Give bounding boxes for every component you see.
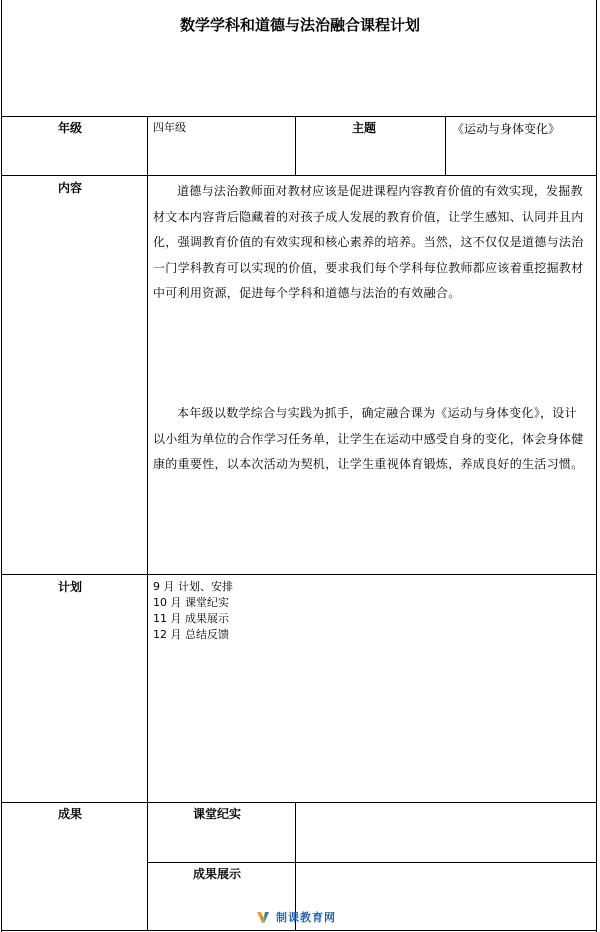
content-paragraph: 本年级以数学综合与实践为抓手，确定融合课为《运动与身体变化》，设计以小组为单位的合作学习任务单，让学生在运动中感受自身的变化，体会身体健康的重要性，以本次活动为契机，让学生重视体育锻炼，养成良好的生活习惯。 (153, 406, 584, 471)
theme-value: 《运动与身体变化》 (452, 122, 561, 136)
theme-label: 主题 (352, 121, 377, 135)
grade-label: 年级 (58, 121, 83, 135)
table-border-right (596, 0, 597, 932)
watermark-logo (256, 909, 356, 925)
theme-column-divider (445, 116, 446, 175)
plan-item: 12 月 总结反馈 (153, 628, 229, 641)
content-label: 内容 (58, 181, 83, 195)
content-paragraph: 道德与法治教师面对教材应该是促进课程内容教育价值的有效实现，发掘教材文本内容背后隐藏着的对孩子成人发展的教育价值，让学生感知、认同并且内化，强调教育价值的有效实现和核心素养的培养。当然，这不仅仅是道德与法治一门学科教育可以实现的价值，要求我们每个学科每位教师都应该着重挖掘教材中可利用资源，促进每个学科和道德与法治的有效融合。 (153, 184, 584, 300)
grade-column-divider (295, 116, 296, 175)
plan-item: 11 月 成果展示 (153, 612, 229, 625)
plan-item: 10 月 课堂纪实 (153, 596, 229, 609)
plan-list (153, 579, 233, 643)
result-item: 课堂纪实 (193, 807, 242, 821)
results-label: 成果 (58, 807, 83, 821)
label-column-divider (147, 116, 148, 931)
logo-icon (256, 910, 270, 924)
result-item: 成果展示 (193, 867, 242, 881)
row-divider (1, 116, 597, 117)
watermark-text: 制课教育网 (276, 911, 336, 924)
grade-value: 四年级 (153, 121, 186, 134)
row-divider (1, 574, 597, 575)
table-border-left (1, 0, 2, 932)
row-divider (1, 802, 597, 803)
plan-label: 计划 (58, 580, 83, 594)
plan-item: 9 月 计划、安排 (153, 580, 233, 593)
table-border-bottom (1, 930, 597, 931)
page-title: 数学学科和道德与法治融合课程计划 (179, 16, 420, 34)
row-divider (1, 175, 597, 176)
result-row-divider (147, 862, 597, 863)
